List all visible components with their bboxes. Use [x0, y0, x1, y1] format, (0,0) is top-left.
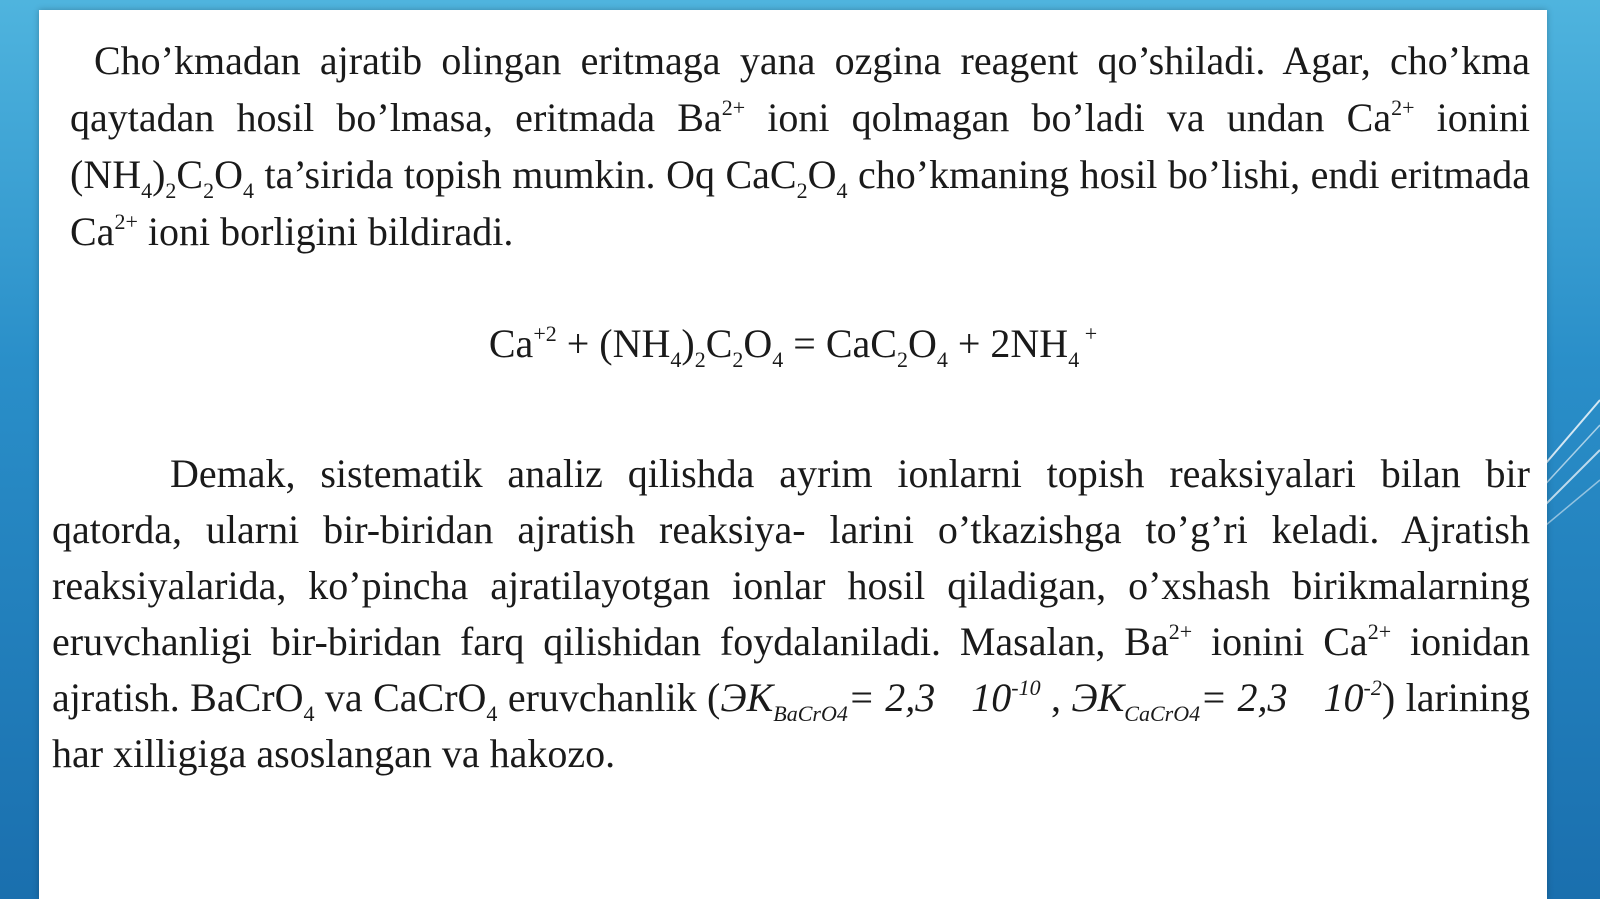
solubility-constant-cacro4: $ЭK_{CaCrO4}= 2,3$ $10^{-2}$ [1071, 675, 1382, 726]
paragraph-2: Demak, sistematik analiz qilishda ayrim ionlarni topish reaksiyalari bilan bir qatorda, ularni bir-biridan ajratish reaksiya- larini o’tkazishga to’g’ri keladi. Ajratish reaksiyalarida, ko’pincha ajratilayotgan ionlar hosil qiladigan, o’xshash birikmalarning eruvchanligi bir-biridan farq qilishidan foydalaniladi. Masalan, $Ba^{2+}$ ionini $Ca^{2+}$ ionidan ajratish. BaCrO$_4$ va CaCrO$_4$ eruvchanlik ($ЭK_{BaCrO4}= 2,3$ $10^{-10}$ , $ЭK_{CaCrO4}= 2,3$ $10^{-2}$) larining har xilligiga asoslangan va hakozo. [52, 451, 1531, 776]
solubility-constant-bacro4: $ЭK_{BaCrO4}= 2,3$ $10^{-10}$ [720, 675, 1041, 726]
slide-content [39, 10, 1547, 899]
decorative-lines [1540, 380, 1600, 560]
paragraph-1: Cho’kmadan ajratib olingan eritmaga yana ozgina reagent qo’shiladi. Agar, cho’kma qaytadan hosil bo’lmasa, eritmada $Ba^{2+}$ ioni qolmagan bo’ladi va undan $Ca^{2+}$ ionini $(NH_4)_2C_2O_4$ ta’sirida topish mumkin. Oq $CaC_2O_4$ cho’kmaning hosil bo’lishi, endi eritmada $Ca^{2+}$ ioni borligini bildiradi. [70, 38, 1531, 254]
chemical-equation: $Ca^{+2} + (NH_4)_2C_2O_4 = CaC_2O_4 + 2NH_4$ + [488, 321, 1098, 372]
